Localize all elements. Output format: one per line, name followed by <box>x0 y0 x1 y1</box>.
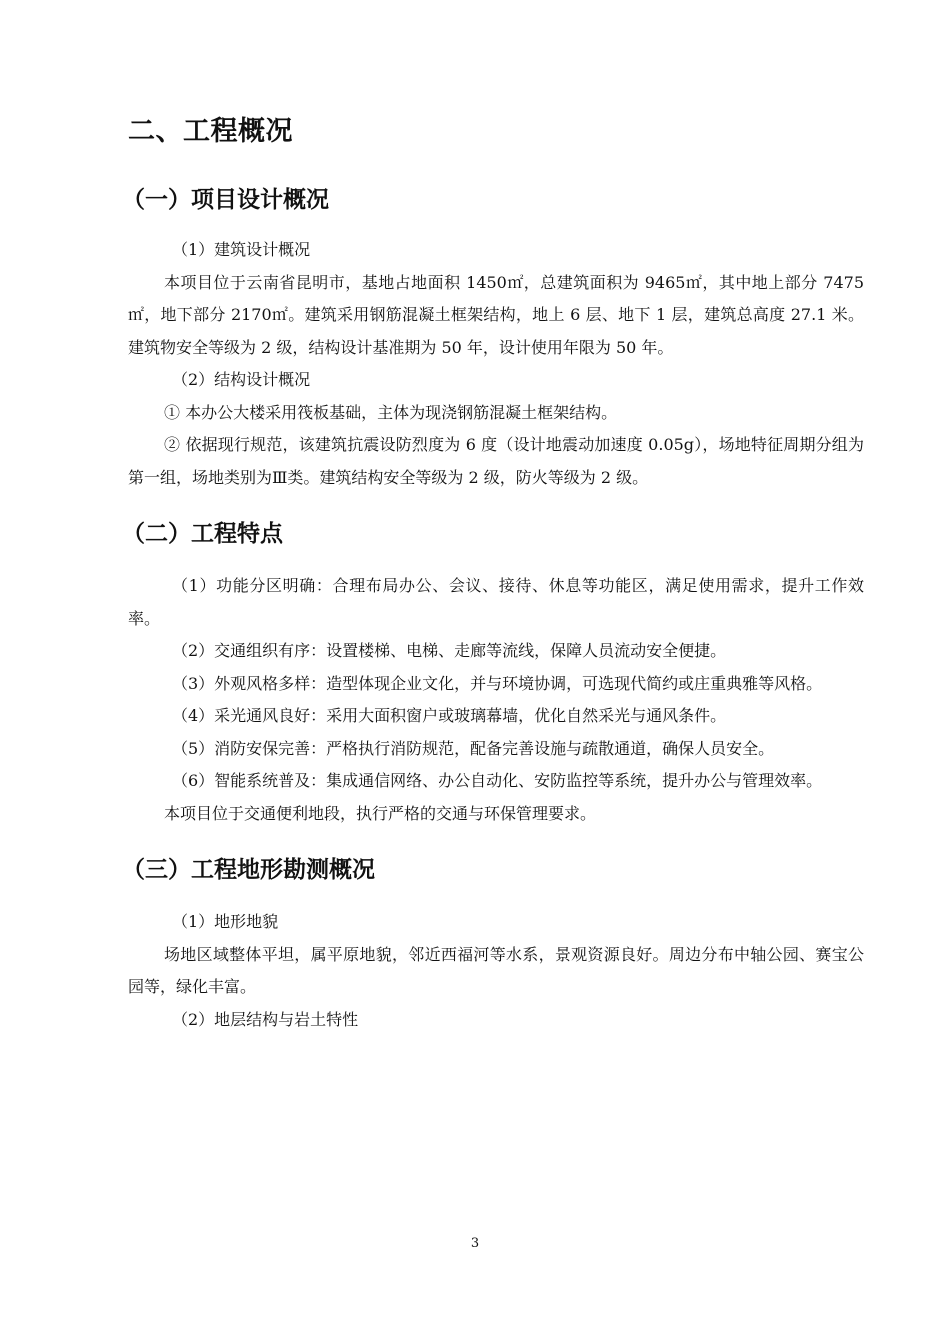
subheading-architecture: （1）建筑设计概况 <box>172 240 311 259</box>
feature-item: （3）外观风格多样：造型体现企业文化，并与环境协调，可选现代简约或庄重典雅等风格。 <box>172 673 823 693</box>
paragraph-architecture: 本项目位于云南省昆明市，基地占地面积 1450㎡，总建筑面积为 9465㎡，其中地上部分 7475㎡，地下部分 2170㎡。建筑采用钢筋混凝土框架结构，地上 6 层、地下 1 层，建筑总高度 27.1 米。建筑物安全等级为 2 级，结构设计基准期为 50 年，设计使用年限为 50 年。 <box>128 272 864 357</box>
subheading-terrain: （1）地形地貌 <box>172 912 279 931</box>
paragraph-terrain: 场地区域整体平坦，属平原地貌，邻近西福河等水系，景观资源良好。周边分布中轴公园、赛宝公园等，绿化丰富。 <box>128 944 864 996</box>
feature-item: （1）功能分区明确：合理布局办公、会议、接待、休息等功能区，满足使用需求，提升工作效率。 <box>128 576 864 628</box>
section-title-features: （二）工程特点 <box>122 521 283 547</box>
section-title-survey: （三）工程地形勘测概况 <box>122 857 375 883</box>
subheading-strata: （2）地层结构与岩土特性 <box>172 1009 359 1029</box>
paragraph-structure-1: ① 本办公大楼采用筏板基础，主体为现浇钢筋混凝土框架结构。 <box>164 402 618 422</box>
feature-item: （6）智能系统普及：集成通信网络、办公自动化、安防监控等系统，提升办公与管理效率。 <box>172 771 823 790</box>
subheading-structure: （2）结构设计概况 <box>172 370 311 389</box>
section-title-design: （一）项目设计概况 <box>122 187 329 213</box>
paragraph-features-closing: 本项目位于交通便利地段，执行严格的交通与环保管理要求。 <box>164 803 597 823</box>
feature-item: （2）交通组织有序：设置楼梯、电梯、走廊等流线，保障人员流动安全便捷。 <box>172 641 727 660</box>
chapter-title: 二、工程概况 <box>128 116 293 147</box>
page-number: 3 <box>470 1236 480 1251</box>
paragraph-structure-2: ② 依据现行规范，该建筑抗震设防烈度为 6 度（设计地震动加速度 0.05g），场地特征周期分组为第一组，场地类别为Ⅲ类。建筑结构安全等级为 2 级，防火等级为 2 级。 <box>128 435 864 487</box>
feature-item: （4）采光通风良好：采用大面积窗户或玻璃幕墙，优化自然采光与通风条件。 <box>172 706 727 725</box>
feature-item: （5）消防安保完善：严格执行消防规范，配备完善设施与疏散通道，确保人员安全。 <box>172 738 775 758</box>
